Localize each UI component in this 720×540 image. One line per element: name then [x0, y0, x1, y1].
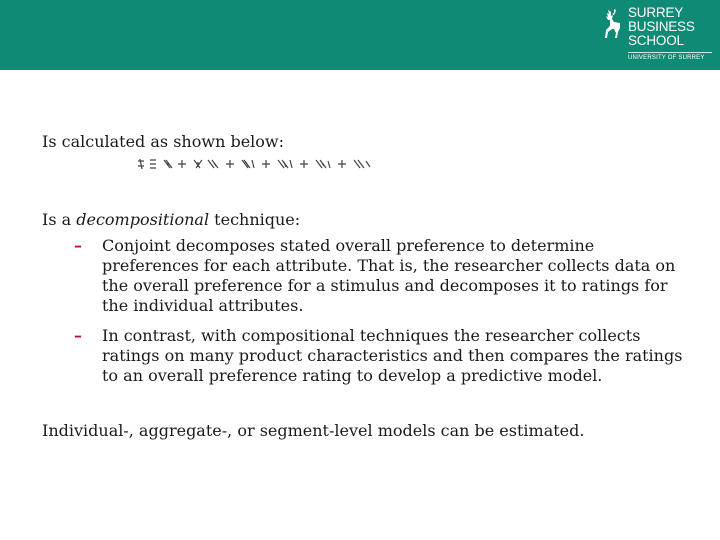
closing-line: Individual-, aggregate-, or segment-level models can be estimated. — [42, 421, 585, 440]
list-item — [74, 236, 684, 316]
logo-line-2: BUSINESS — [628, 19, 695, 34]
decomp-prefix: Is a — [42, 210, 77, 229]
bullet-dash: – — [74, 236, 82, 255]
logo-line-3: SCHOOL — [628, 33, 684, 48]
decomp-suffix: technique: — [209, 210, 301, 229]
intro-line: Is calculated as shown below: — [42, 132, 284, 151]
bullet-text: Conjoint decomposes stated overall preference to determine preferences for each attribute. That is, the researcher collects data on the overall preference for a stimulus and decomposes it to ratings for the individual attributes. — [102, 236, 676, 315]
bullet-dash: – — [74, 326, 82, 345]
logo-subline: UNIVERSITY OF SURREY — [628, 55, 705, 61]
list-item — [74, 326, 684, 386]
decomp-emphasis: decompositional — [76, 210, 210, 229]
logo-line-1: SURREY — [628, 5, 684, 20]
bullet-text: In contrast, with compositional techniques the researcher collects ratings on many product characteristics and then compares the ratings to an overall preference rating to develop a predictive model. — [102, 326, 683, 385]
decompositional-line — [42, 210, 692, 230]
formula-image — [134, 158, 464, 170]
